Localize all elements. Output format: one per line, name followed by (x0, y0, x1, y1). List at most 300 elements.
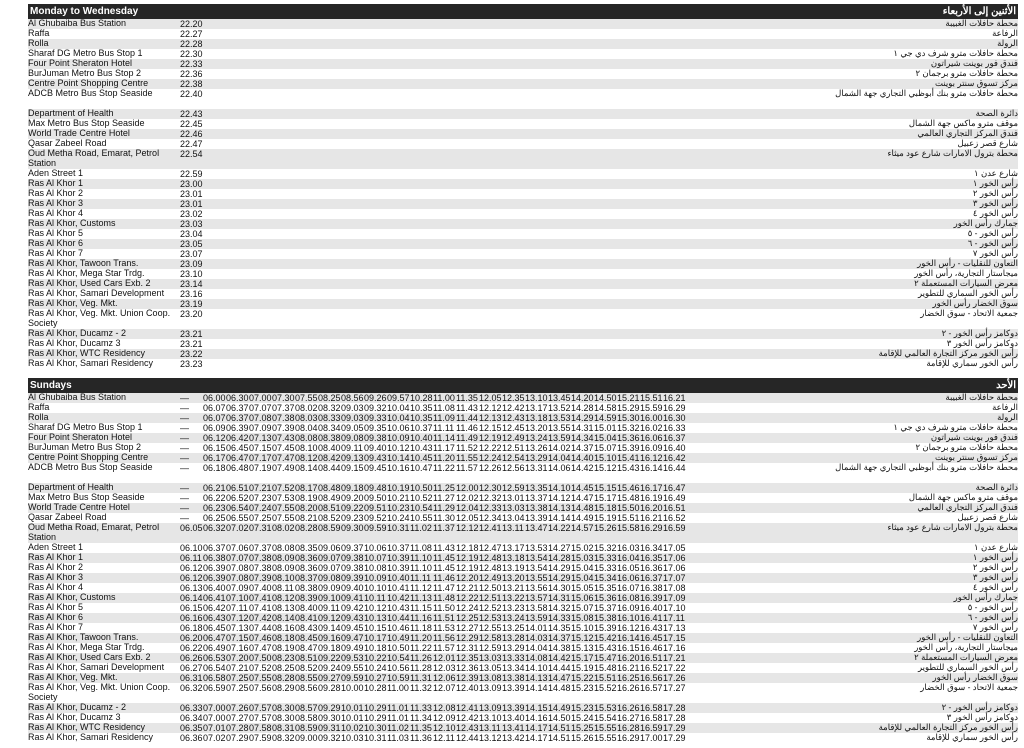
departure-time: 17.00 (640, 733, 663, 743)
departure-time: 08.11 (272, 583, 294, 593)
stop-name: Ras Al Khor 5 (28, 228, 84, 238)
departure-time (295, 49, 318, 59)
departure-time: 23.00 (180, 179, 203, 189)
departure-time (594, 119, 617, 129)
departure-time (502, 269, 525, 279)
departure-time: 11.09 (433, 413, 455, 423)
departure-time (203, 79, 226, 89)
timetable-row (28, 279, 1018, 289)
departure-time (249, 149, 272, 169)
departure-time: 23.02 (180, 209, 203, 219)
departure-time (249, 289, 272, 299)
timetable-row (28, 603, 1018, 613)
departure-time (387, 249, 410, 259)
departure-time (456, 229, 479, 239)
departure-time: 15.42 (594, 633, 617, 643)
departure-time (410, 189, 433, 199)
departure-time (525, 19, 548, 29)
departure-time (663, 349, 686, 359)
departure-time (341, 359, 364, 369)
departure-time: 08.33 (318, 413, 341, 423)
departure-time (617, 359, 640, 369)
departure-time: 14.20 (571, 393, 594, 403)
departure-time: 15.06 (571, 593, 594, 603)
departure-time: 07.49 (272, 463, 295, 473)
timetable-row (28, 249, 1018, 259)
departure-time: 09.03 (341, 403, 364, 413)
departure-time: 15.07 (594, 443, 617, 453)
departure-time (456, 269, 479, 279)
departure-time (203, 289, 226, 299)
departure-time: 09.23 (341, 513, 364, 523)
stop-name: Sharaf DG Metro Bus Stop 1 (28, 422, 143, 432)
departure-time: 08.28 (272, 673, 295, 683)
departure-time: 07.19 (249, 463, 272, 473)
departure-time (456, 129, 479, 139)
departure-time (341, 119, 364, 129)
departure-time: 14.29 (571, 413, 594, 423)
departure-time (295, 89, 318, 109)
departure-time (663, 209, 686, 219)
departure-time: 06.52 (226, 493, 249, 503)
departure-time (318, 279, 341, 289)
departure-time: 07.08 (226, 563, 249, 573)
departure-time: 13.57 (525, 593, 548, 603)
departure-time (318, 49, 341, 59)
departure-time (387, 119, 410, 129)
departure-time: 17.07 (663, 573, 686, 583)
departure-time: 16.59 (640, 723, 663, 733)
departure-time (203, 249, 226, 259)
departure-time: 07.17 (249, 453, 272, 463)
departure-time: 06.58 (203, 673, 226, 683)
departure-time (617, 89, 640, 109)
departure-time: 12.47 (479, 543, 502, 553)
departure-time (410, 269, 433, 279)
departure-time (640, 79, 663, 89)
departure-time (456, 359, 479, 369)
departure-time: 11.51 (433, 613, 455, 623)
departure-time (594, 179, 617, 189)
departure-time (640, 329, 663, 339)
departure-time (249, 139, 272, 149)
departure-time (272, 139, 295, 149)
departure-time: 16.58 (640, 703, 663, 713)
departure-time: 16.37 (640, 573, 663, 583)
timetable-row (28, 463, 1018, 483)
departure-time (525, 229, 548, 239)
departure-time (295, 179, 318, 189)
departure-time (640, 289, 663, 299)
departure-time: 08.56 (341, 393, 364, 403)
departure-time: 08.32 (272, 733, 295, 743)
departure-time: 09.11 (341, 443, 363, 453)
departure-time: 14.31 (548, 593, 571, 603)
departure-time: 12.03 (433, 663, 456, 673)
departure-time (594, 219, 617, 229)
departure-time: 07.16 (226, 643, 249, 653)
departure-time: 07.53 (272, 493, 295, 503)
departure-time: 09.55 (341, 663, 364, 673)
departure-time: 08.40 (295, 603, 318, 613)
departure-time (502, 149, 525, 169)
departure-time (571, 19, 594, 29)
departure-time: 16.21 (640, 513, 663, 523)
departure-time (433, 139, 456, 149)
departure-time (571, 89, 594, 109)
departure-time: 06.51 (226, 483, 249, 493)
departure-time: 15.17 (571, 653, 594, 663)
departure-time: 07.59 (249, 733, 272, 743)
departure-time (295, 109, 318, 119)
departure-time (364, 89, 387, 109)
departure-time (617, 239, 640, 249)
departure-time: 22.40 (180, 89, 203, 99)
departure-time: 12.58 (479, 633, 502, 643)
departure-time: 06.13 (180, 583, 203, 593)
departure-time: 06.09 (203, 423, 226, 433)
departure-time (226, 309, 249, 329)
departure-time: 13.39 (502, 703, 525, 713)
departure-time (525, 259, 548, 269)
departure-time: 07.26 (226, 703, 249, 713)
departure-time: 15.23 (571, 683, 594, 693)
departure-time: 10.40 (387, 573, 410, 583)
departure-time (663, 49, 686, 59)
departure-time (479, 49, 502, 59)
departure-time (249, 89, 272, 109)
departure-time (295, 299, 318, 309)
departure-time (203, 29, 226, 39)
departure-time (456, 339, 479, 349)
departure-time: 10.04 (387, 413, 410, 423)
departure-time: 10.23 (387, 503, 410, 513)
departure-time: 08.48 (318, 483, 341, 493)
departure-time: 11.12 (410, 583, 432, 593)
departure-time: 09.33 (364, 413, 387, 423)
departure-time: 08.25 (318, 393, 341, 403)
departure-time (548, 149, 571, 169)
departure-time (502, 69, 525, 79)
departure-time (617, 69, 640, 79)
departure-time (410, 329, 433, 339)
departure-time: — (180, 413, 189, 423)
departure-time (479, 289, 502, 299)
departure-time: 09.50 (364, 493, 387, 503)
departure-time (456, 69, 479, 79)
departure-time: 14.28 (571, 403, 594, 413)
departure-time: 13.35 (525, 483, 548, 493)
stop-name: Max Metro Bus Stop Seaside (28, 492, 145, 502)
departure-time: 13.53 (548, 413, 571, 423)
departure-time (571, 299, 594, 309)
stop-name-arabic: محطة حافلات مترو بنك أبوظبي التجاري جهة الشمال (835, 88, 1018, 98)
departure-time: 15.24 (571, 713, 594, 723)
stop-name: ADCB Metro Bus Stop Seaside (28, 88, 153, 98)
departure-time (456, 299, 479, 309)
departure-time: 06.37 (203, 543, 226, 553)
departure-time: 08.12 (272, 593, 295, 603)
departure-time: 09.22 (341, 503, 364, 513)
departure-time: 08.35 (295, 543, 318, 553)
departure-time (364, 189, 387, 199)
departure-time: 06.34 (180, 713, 203, 723)
departure-time: 14.22 (548, 523, 571, 533)
departure-time: 06.33 (180, 703, 203, 713)
departure-time: 15.18 (594, 503, 617, 513)
departure-time (594, 339, 617, 349)
departure-time: 11.02 (410, 523, 432, 533)
departure-time (571, 49, 594, 59)
departure-time (525, 179, 548, 189)
departure-time: 09.32 (318, 733, 341, 743)
departure-time: 14.45 (571, 483, 594, 493)
departure-time (203, 59, 226, 69)
stop-name: Ras Al Khor, Ducamz 3 (28, 338, 121, 348)
departure-time (571, 29, 594, 39)
departure-time (617, 249, 640, 259)
weekday-header (28, 4, 1018, 19)
departure-time (295, 309, 318, 329)
departure-time: 12.53 (479, 613, 502, 623)
stop-name: Ras Al Khor, Veg. Mkt. (28, 298, 118, 308)
departure-time (341, 69, 364, 79)
departure-time: 17.06 (663, 563, 686, 573)
departure-time: — (180, 483, 189, 493)
departure-time: 15.04 (571, 563, 594, 573)
departure-time: 16.47 (663, 483, 686, 493)
departure-time: 06.49 (203, 643, 226, 653)
departure-time: 16.58 (640, 713, 663, 723)
departure-time (548, 69, 571, 79)
departure-time (341, 299, 364, 309)
departure-time (387, 349, 410, 359)
departure-time: 14.58 (594, 403, 617, 413)
departure-time (571, 239, 594, 249)
departure-time (502, 109, 525, 119)
stop-name-arabic: رأس الخور سماري للإقامة (926, 732, 1018, 742)
departure-time (249, 219, 272, 229)
departure-time (364, 249, 387, 259)
stop-name-arabic: جمارك رأس الخور (953, 592, 1018, 602)
departure-time: 09.12 (318, 613, 341, 623)
departure-time (433, 49, 456, 59)
departure-time (640, 179, 663, 189)
departure-time: 09.42 (341, 603, 364, 613)
sunday-section (28, 378, 1018, 743)
departure-time: 11.13 (410, 593, 432, 603)
departure-time: 09.26 (364, 393, 387, 403)
departure-time: 10.30 (364, 723, 387, 733)
departure-time: 15.19 (594, 513, 617, 523)
timetable-row (28, 563, 1018, 573)
departure-time (203, 179, 226, 189)
departure-time: 13.17 (525, 403, 548, 413)
departure-time: 07.38 (272, 413, 295, 423)
departure-time (410, 279, 433, 289)
departure-time (249, 69, 272, 79)
departure-time (341, 269, 364, 279)
departure-time: 16.41 (640, 613, 663, 623)
departure-time: — (180, 393, 189, 403)
departure-time: 06.25 (203, 513, 226, 523)
departure-time: 23.07 (180, 249, 203, 259)
departure-time (663, 329, 686, 339)
departure-time: 12.40 (456, 683, 479, 693)
departure-time: 13.31 (525, 463, 548, 473)
departure-time: 06.36 (180, 733, 203, 743)
stop-name-arabic: رأس الخور السماري للتطوير (917, 288, 1018, 298)
departure-time (594, 229, 617, 239)
departure-time: 10.17 (364, 633, 387, 643)
departure-time (341, 329, 364, 339)
departure-time: 09.18 (318, 643, 341, 653)
departure-time (640, 89, 663, 109)
departure-time: 09.30 (318, 713, 341, 723)
stop-name-arabic: محطة بترول الامارات شارع عود ميثاء (887, 522, 1018, 532)
departure-time: 08.31 (272, 723, 295, 733)
departure-time (479, 139, 502, 149)
departure-time (387, 179, 410, 189)
departure-time (525, 339, 548, 349)
departure-time (594, 59, 617, 69)
departure-time: 06.22 (203, 493, 226, 503)
stop-name: Ras Al Khor, Customs (28, 218, 116, 228)
departure-time (318, 269, 341, 279)
departure-time: 08.37 (295, 573, 318, 583)
departure-time: 10.02 (341, 723, 364, 733)
departure-time (410, 359, 433, 369)
departure-time (548, 59, 571, 69)
departure-time: 16.33 (663, 423, 686, 433)
departure-time: 07.39 (249, 573, 272, 583)
departure-time: 12.21 (456, 583, 479, 593)
stop-name: Ras Al Khor, Samari Development (28, 288, 165, 298)
departure-time (410, 69, 433, 79)
departure-time (249, 49, 272, 59)
departure-time (295, 219, 318, 229)
departure-time: 10.15 (364, 623, 387, 633)
departure-time: 12.24 (479, 453, 502, 463)
departure-time: 10.28 (364, 683, 387, 693)
departure-time: 11.45 (433, 563, 455, 573)
departure-time: 09.28 (318, 683, 341, 693)
departure-time: 09.27 (318, 673, 341, 683)
stop-name-arabic: جمعية الاتحاد - سوق الخضار (920, 682, 1018, 692)
departure-time (318, 219, 341, 229)
departure-time: 13.54 (525, 553, 548, 563)
departure-time: 10.50 (410, 483, 433, 493)
departure-time: 09.38 (341, 563, 364, 573)
departure-time: 08.03 (295, 413, 318, 423)
stop-name-arabic: سوق الخضار رأس الخور (932, 298, 1018, 308)
departure-time: 23.04 (180, 229, 203, 239)
departure-time (272, 209, 295, 219)
departure-time (226, 19, 249, 29)
departure-time (295, 39, 318, 49)
departure-time (341, 199, 364, 209)
departure-time (226, 129, 249, 139)
departure-time (272, 179, 295, 189)
departure-time: 15.38 (594, 613, 617, 623)
departure-time: 12.55 (479, 623, 502, 633)
departure-time: 22.59 (180, 169, 203, 179)
departure-time: 10.16 (387, 463, 410, 473)
departure-time: 14.16 (525, 713, 548, 723)
departure-time: 10.45 (410, 453, 433, 463)
stop-name: Ras Al Khor 4 (28, 208, 84, 218)
stop-name-arabic: فندق فور بوينت شيراتون (930, 432, 1018, 442)
departure-time (295, 249, 318, 259)
departure-time (456, 289, 479, 299)
departure-time (410, 339, 433, 349)
departure-time: 12.51 (479, 593, 502, 603)
departure-time (410, 199, 433, 209)
stop-name: Qasar Zabeel Road (28, 138, 107, 148)
departure-time (272, 359, 295, 369)
departure-time: 14.13 (548, 503, 571, 513)
departure-time: 09.48 (364, 483, 387, 493)
departure-time (617, 349, 640, 359)
departure-time: 12.59 (479, 643, 502, 653)
departure-time (387, 199, 410, 209)
departure-time (456, 179, 479, 189)
departure-time: — (180, 493, 189, 503)
departure-time: 07.47 (272, 453, 295, 463)
departure-time (479, 129, 502, 139)
departure-time (594, 49, 617, 59)
stop-name: Ras Al Khor, Ducamz - 2 (28, 702, 127, 712)
departure-time: 15.46 (617, 483, 640, 493)
departure-time (663, 289, 686, 299)
stop-name-arabic: رأس الخور - ٥ (967, 228, 1018, 238)
departure-time: 10.39 (387, 553, 410, 563)
departure-time: 15.51 (617, 513, 640, 523)
departure-time (433, 219, 456, 229)
departure-time: 17.13 (663, 623, 686, 633)
departure-time: 15.26 (571, 733, 594, 743)
departure-time (364, 279, 387, 289)
timetable-row (28, 359, 1018, 369)
departure-time (341, 219, 364, 229)
departure-time (456, 279, 479, 289)
departure-time: 16.29 (617, 733, 640, 743)
departure-time: 11.30 (433, 513, 455, 523)
departure-time: 14.12 (548, 493, 571, 503)
departure-time (364, 79, 387, 89)
departure-time (594, 249, 617, 259)
departure-time (502, 219, 525, 229)
departure-time: 06.55 (226, 513, 249, 523)
departure-time (410, 79, 433, 89)
stop-name: BurJuman Metro Bus Stop 2 (28, 442, 142, 452)
departure-time: 16.35 (640, 553, 663, 563)
departure-time (295, 169, 318, 179)
departure-time: 11.33 (410, 703, 432, 713)
departure-time: 15.08 (571, 613, 594, 623)
departure-time: 07.40 (249, 583, 272, 593)
departure-time: 13.55 (548, 423, 571, 433)
departure-time: 22.36 (180, 69, 203, 79)
departure-time (663, 309, 686, 329)
stop-name: Raffa (28, 28, 50, 38)
departure-time: 09.14 (318, 623, 341, 633)
departure-time (571, 79, 594, 89)
departure-time (226, 259, 249, 269)
departure-time: 13.25 (502, 623, 525, 633)
departure-time: 10.19 (387, 483, 410, 493)
departure-time (640, 39, 663, 49)
